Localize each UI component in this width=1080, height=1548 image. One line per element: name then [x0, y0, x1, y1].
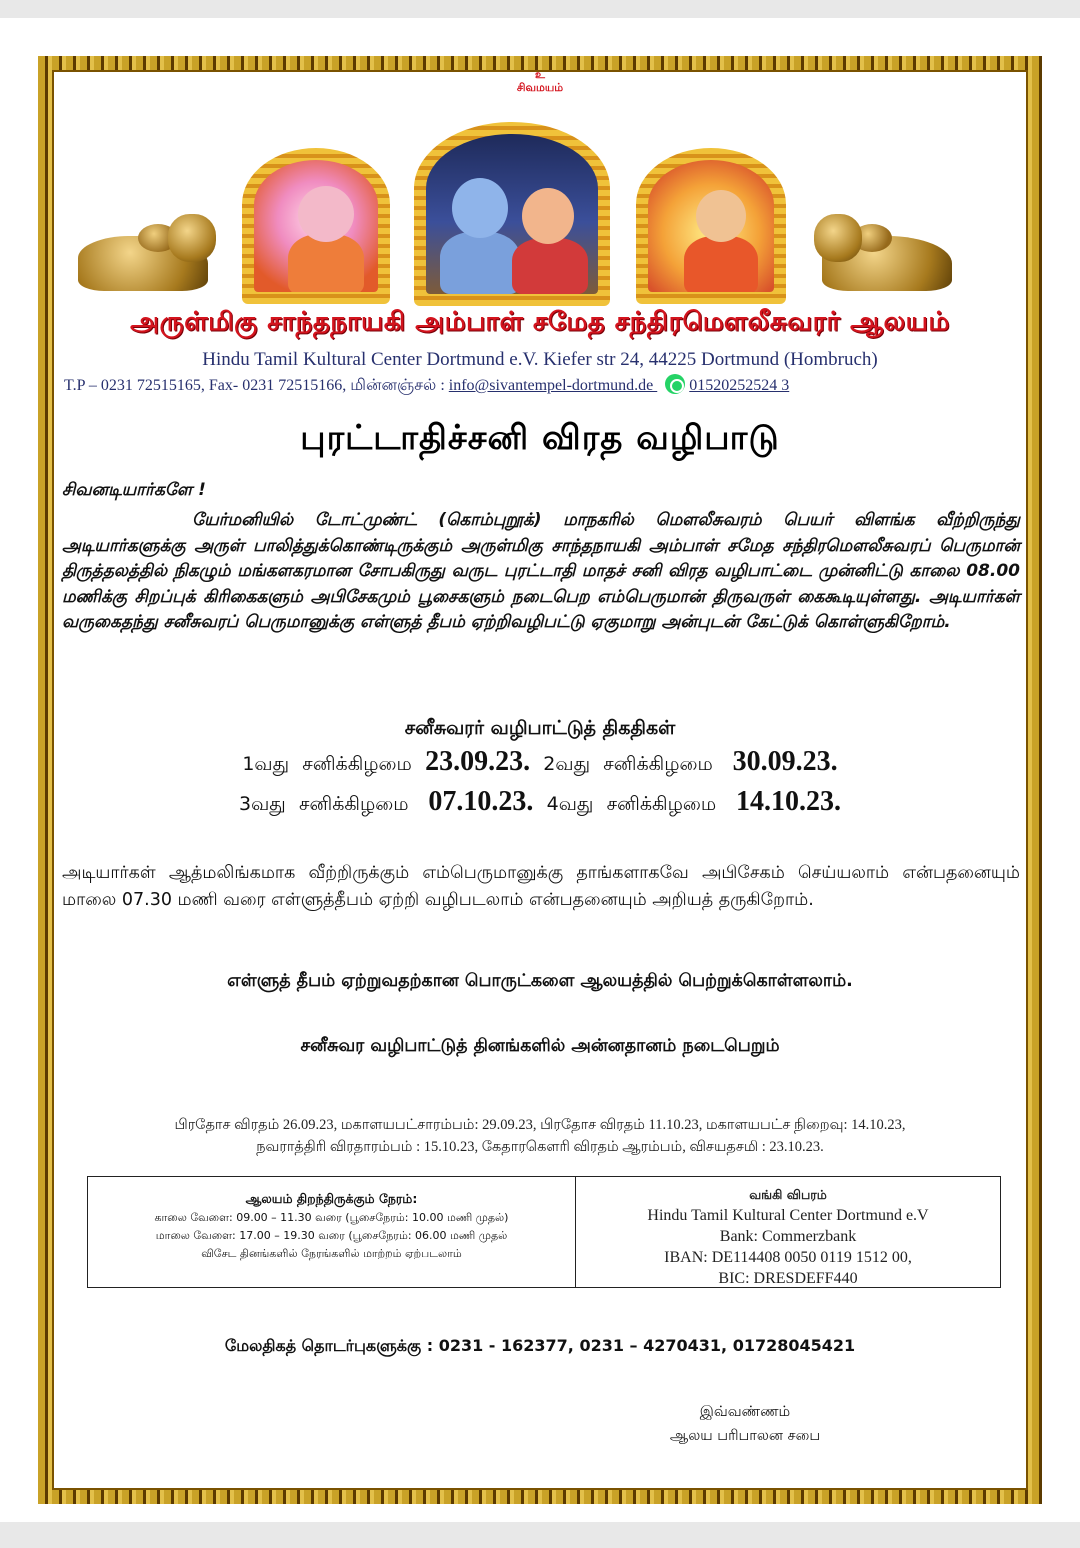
morning-hours: காலை வேளை: 09.00 – 11.30 வரை (பூசைநேரம்: 10.00 மணி முதல்) — [154, 1211, 509, 1224]
info-table — [87, 1176, 1001, 1288]
date-day: சனிக்கிழமை — [298, 793, 409, 815]
temple-hours-title: ஆலயம் திறந்திருக்கும் நேரம்: — [245, 1191, 418, 1206]
bank-details-cell — [576, 1177, 1000, 1287]
shiva-parvati-image — [414, 122, 610, 306]
top-strip — [0, 0, 1080, 18]
email-link[interactable]: info@sivantempel-dortmund.de — [448, 377, 658, 394]
bank-name: Bank: Commerzbank — [719, 1228, 857, 1245]
intro-paragraph: யேர்மனியில் டோட்முண்ட் (கொம்புறூக்) மாநகரில் மௌலீசுவரம் பெயர் விளங்க வீற்றிருந்து அடியார்களுக்கு அருள் பாலித்துக்கொண்டிருக்கும் அருள்மிகு சாந்தநாயகி அம்பாள் சமேத சந்திரமௌலீசுவரப் பெருமான் திருத்தலத்தில் நிகழும் மங்களகரமான சோபகிருது வருட புரட்டாதி மாதச் சனி விரத வழிபாட்டை முன்னிட்டு காலை 08.00 மணிக்கு சிறப்புக் கிரிகைகளும் அபிசேகமும் பூசைகளும் நடைபெற எம்பெருமான் திருவருள் கைகூடியுள்ளது. அடியார்கள் வருகைதந்து சனீசுவரப் பெருமானுக்கு எள்ளுத் தீபம் ஏற்றிவழிபட்டு ஏகுமாறு அன்புடன் கேட்டுக் கொள்ளுகிறோம். — [62, 510, 1020, 632]
more-contact: மேலதிகத் தொடர்புகளுக்கு : 0231 - 162377, 0231 – 4270431, 01728045421 — [224, 1336, 856, 1355]
dates-title: சனீசுவரர் வழிபாட்டுத் திகதிகள் — [404, 717, 676, 739]
bank-title: வங்கி விபரம் — [749, 1187, 827, 1202]
phone-fax: T.P – 0231 72515165, Fax- 0231 72515166, மின்னஞ்சல் : — [64, 377, 449, 394]
date-day: சனிக்கிழமை — [603, 753, 713, 775]
temple-address: Hindu Tamil Kultural Center Dortmund e.V. Kiefer str 24, 44225 Dortmund (Hombruch) — [202, 349, 878, 370]
murugan-image — [636, 148, 786, 304]
evening-hours: மாலை வேளை: 17.00 – 19.30 வரை (பூசைநேரம்: 06.00 மணி முதல் — [155, 1229, 508, 1242]
sign-off-line-1: இவ்வண்ணம் — [699, 1404, 791, 1420]
date-ord: 4வது — [546, 793, 594, 815]
greeting: சிவனடியார்களே ! — [62, 480, 206, 500]
om-symbol: உ — [535, 68, 545, 81]
observances-line-1: பிரதோச விரதம் 26.09.23, மகாளயபட்சாரம்பம்: 29.09.23, பிரதோச விரதம் 11.10.23, மகாளயபட்ச நிறைவு: 14.10.23, — [174, 1117, 906, 1133]
page-title: புரட்டாதிச்சனி விரத வழிபாடு — [300, 418, 780, 458]
account-name: Hindu Tamil Kultural Center Dortmund e.V — [647, 1207, 929, 1224]
observances-line-2: நவராத்திரி விரதாரம்பம் : 15.10.23, கேதாரகௌரி விரதம் ஆரம்பம், விசயதசமி : 23.10.23. — [256, 1139, 824, 1155]
date-ord: 2வது — [543, 753, 591, 775]
bottom-strip — [0, 1522, 1080, 1548]
sivamayam-header — [0, 68, 1080, 94]
date-ord: 1வது — [242, 753, 290, 775]
iban: IBAN: DE114408 0050 0119 1512 00, — [664, 1249, 912, 1266]
date-value: 07.10.23. — [428, 786, 534, 817]
date-ord: 3வது — [239, 793, 286, 815]
whatsapp-icon — [665, 374, 685, 394]
deity-images — [0, 122, 1080, 304]
temple-hours-cell — [88, 1177, 576, 1287]
date-day: சனிக்கிழமை — [302, 753, 412, 775]
sign-off — [600, 1400, 890, 1448]
hours-note: விசேட தினங்களில் நேரங்களில் மாற்றம் ஏற்படலாம் — [201, 1247, 462, 1260]
whatsapp-number[interactable]: 01520252524 3 — [689, 377, 790, 394]
date-value: 14.10.23. — [735, 786, 841, 817]
nandi-right-image — [812, 206, 962, 296]
date-value: 30.09.23. — [732, 746, 838, 777]
sign-off-line-2: ஆலய பரிபாலன சபை — [669, 1428, 821, 1444]
date-line-2 — [0, 784, 1080, 822]
sesame-lamp-note: எள்ளுத் தீபம் ஏற்றுவதற்கான பொருட்களை ஆலயத்தில் பெற்றுக்கொள்ளலாம். — [227, 971, 853, 991]
temple-name: அருள்மிகு சாந்தநாயகி அம்பாள் சமேத சந்திரமௌலீசுவரர் ஆலயம் — [130, 307, 950, 337]
contact-line — [64, 374, 1024, 397]
annadhanam-note: சனீசுவர வழிபாட்டுத் தினங்களில் அன்னதானம் நடைபெறும் — [300, 1036, 780, 1056]
sivamayam-text: சிவமயம் — [516, 81, 564, 94]
date-value: 23.09.23. — [425, 746, 531, 777]
ganesha-image — [242, 148, 390, 304]
abhishekam-paragraph: அடியார்கள் ஆத்மலிங்கமாக வீற்றிருக்கும் எம்பெருமானுக்கு தாங்களாகவே அபிசேகம் செய்யலாம் என்பதனையும் மாலை 07.30 மணி வரை எள்ளுத்தீபம் ஏற்றி வழிபடலாம் என்பதனையும் அறியத் தருகிறோம். — [62, 863, 1020, 910]
date-line-1 — [0, 744, 1080, 782]
nandi-left-image — [68, 206, 218, 296]
date-day: சனிக்கிழமை — [606, 793, 717, 815]
bic: BIC: DRESDEFF440 — [718, 1270, 858, 1287]
observances-list — [80, 1114, 1000, 1158]
